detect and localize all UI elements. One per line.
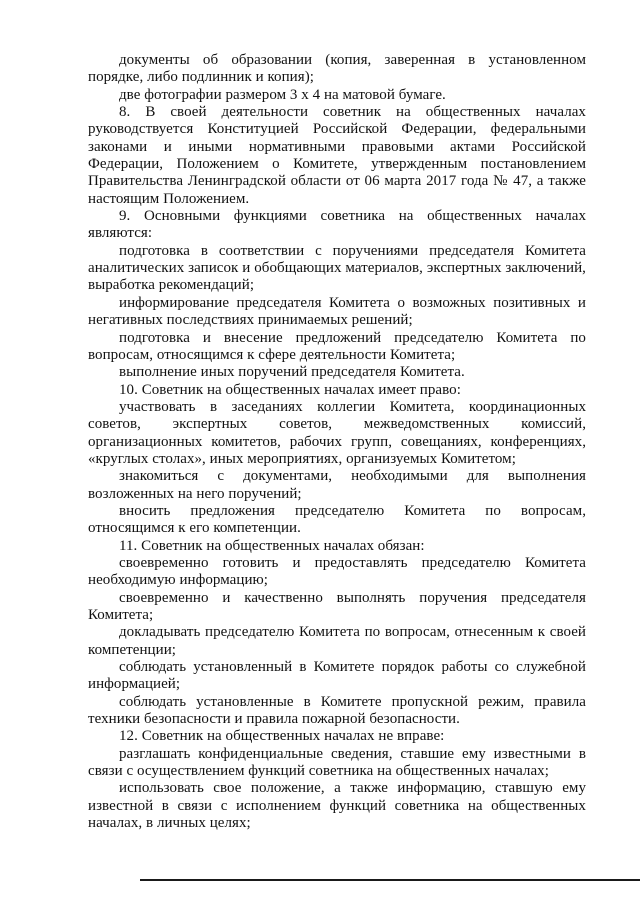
paragraph: соблюдать установленный в Комитете порядок работы со служебной информацией; — [88, 659, 586, 693]
paragraph: участвовать в заседаниях коллегии Комитета, координационных советов, экспертных советов, межведомственных комиссий, организационных комитетов, рабочих групп, совещаниях, конференциях, «круглых столах», иных мероприятиях, организуемых Комитетом; — [88, 398, 586, 467]
paragraph-section-12: 12. Советник на общественных началах не вправе: — [119, 728, 445, 745]
paragraph: информирование председателя Комитета о возможных позитивных и негативных последствиях принимаемых решений; — [88, 294, 586, 329]
paragraph: соблюдать установленные в Комитете пропускной режим, правила техники безопасности и правила пожарной безопасности. — [88, 693, 586, 728]
paragraph: две фотографии размером 3 х 4 на матовой бумаге. — [119, 86, 446, 103]
paragraph: выполнение иных поручений председателя Комитета. — [119, 364, 465, 381]
paragraph: своевременно и качественно выполнять поручения председателя Комитета; — [88, 589, 586, 623]
paragraph: знакомиться с документами, необходимыми для выполнения возложенных на него поручений; — [88, 468, 586, 502]
paragraph: своевременно готовить и предоставлять председателю Комитета необходимую информацию; — [88, 554, 586, 589]
paragraph: подготовка и внесение предложений председателю Комитета по вопросам, относящимся к сфере деятельности Комитета; — [88, 329, 586, 363]
paragraph: подготовка в соответствии с поручениями председателя Комитета аналитических записок и обобщающих материалов, экспертных заключений, выработка рекомендаций; — [88, 242, 586, 294]
paragraph-section-8: 8. В своей деятельности советник на общественных началах руководствуется Конституцией Российской Федерации, федеральными законами и иными нормативными правовыми актами Российской Федерации, Положением о Комитете, утвержденным постановлением Правительства Ленинградской области от 06 марта 2017 года № 47, а также настоящим Положением. — [88, 104, 586, 207]
paragraph: разглашать конфиденциальные сведения, ставшие ему известными в связи с осуществлением функций советника на общественных началах; — [88, 745, 586, 780]
paragraph: докладывать председателю Комитета по вопросам, отнесенным к своей компетенции; — [88, 624, 586, 658]
document-body — [88, 52, 586, 832]
paragraph-section-10: 10. Советник на общественных началах имеет право: — [119, 381, 461, 398]
paragraph: документы об образовании (копия, заверенная в установленном порядке, либо подлинник и копия); — [88, 52, 586, 86]
paragraph: использовать свое положение, а также информацию, ставшую ему известной в связи с исполнением функций советника на общественных началах, в личных целях; — [88, 780, 586, 832]
paragraph-section-9: 9. Основными функциями советника на общественных началах являются: — [88, 208, 586, 242]
scan-bottom-edge — [140, 879, 640, 881]
paragraph: вносить предложения председателю Комитета по вопросам, относящимся к его компетенции. — [88, 502, 586, 537]
paragraph-section-11: 11. Советник на общественных началах обязан: — [119, 537, 425, 554]
